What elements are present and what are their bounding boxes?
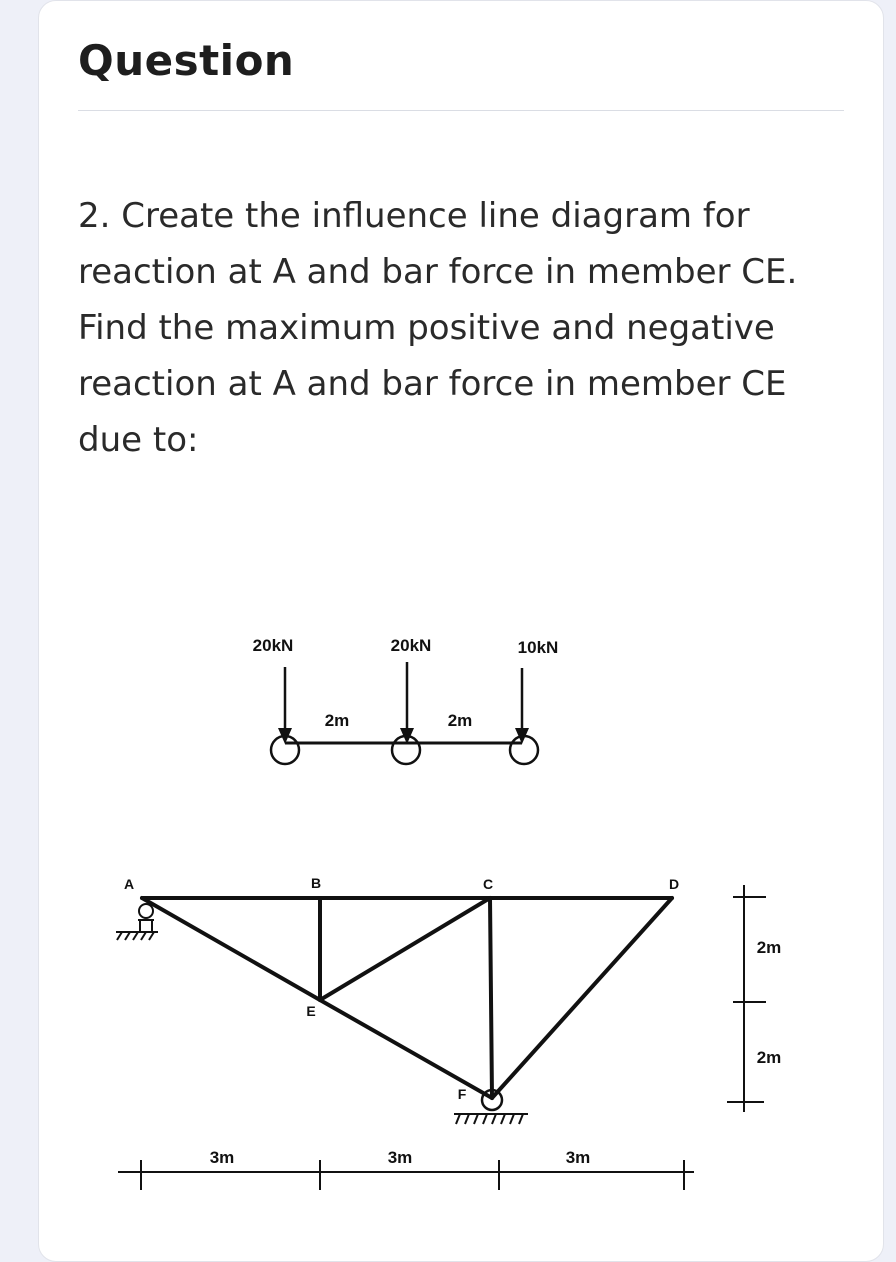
node-label-F: F [457, 1086, 467, 1102]
member-AE [142, 898, 320, 1000]
vertical-dim-2: 2m [756, 1048, 782, 1067]
load-label-3: 10kN [517, 638, 559, 657]
node-label-A: A [123, 876, 135, 892]
load-label-2: 20kN [390, 636, 432, 655]
load-wheel-3 [510, 736, 538, 764]
support-A [116, 904, 158, 940]
truss [142, 898, 672, 1098]
member-CE [320, 898, 490, 1000]
node-label-B: B [310, 875, 322, 891]
load-spacing-1: 2m [324, 711, 350, 730]
load-label-1: 20kN [252, 636, 294, 655]
vertical-dimension [727, 885, 766, 1112]
horizontal-dim-2: 3m [387, 1148, 413, 1167]
horizontal-dim-3: 3m [565, 1148, 591, 1167]
node-label-D: D [668, 876, 680, 892]
vertical-dim-1: 2m [756, 938, 782, 957]
question-text: 2. Create the influence line diagram for reaction at A and bar force in member CE. Find the maximum positive and negative reaction at A and bar force in member CE due to: [78, 196, 798, 460]
node-label-E: E [306, 1003, 316, 1019]
member-EF [320, 1000, 492, 1098]
question-heading: Question [78, 36, 295, 85]
node-labels [124, 875, 679, 1102]
member-CF [490, 898, 492, 1098]
load-train [253, 636, 559, 764]
load-spacing-2: 2m [447, 711, 473, 730]
node-label-C: C [482, 876, 494, 892]
horizontal-dim-1: 3m [209, 1148, 235, 1167]
member-DF [492, 898, 672, 1098]
